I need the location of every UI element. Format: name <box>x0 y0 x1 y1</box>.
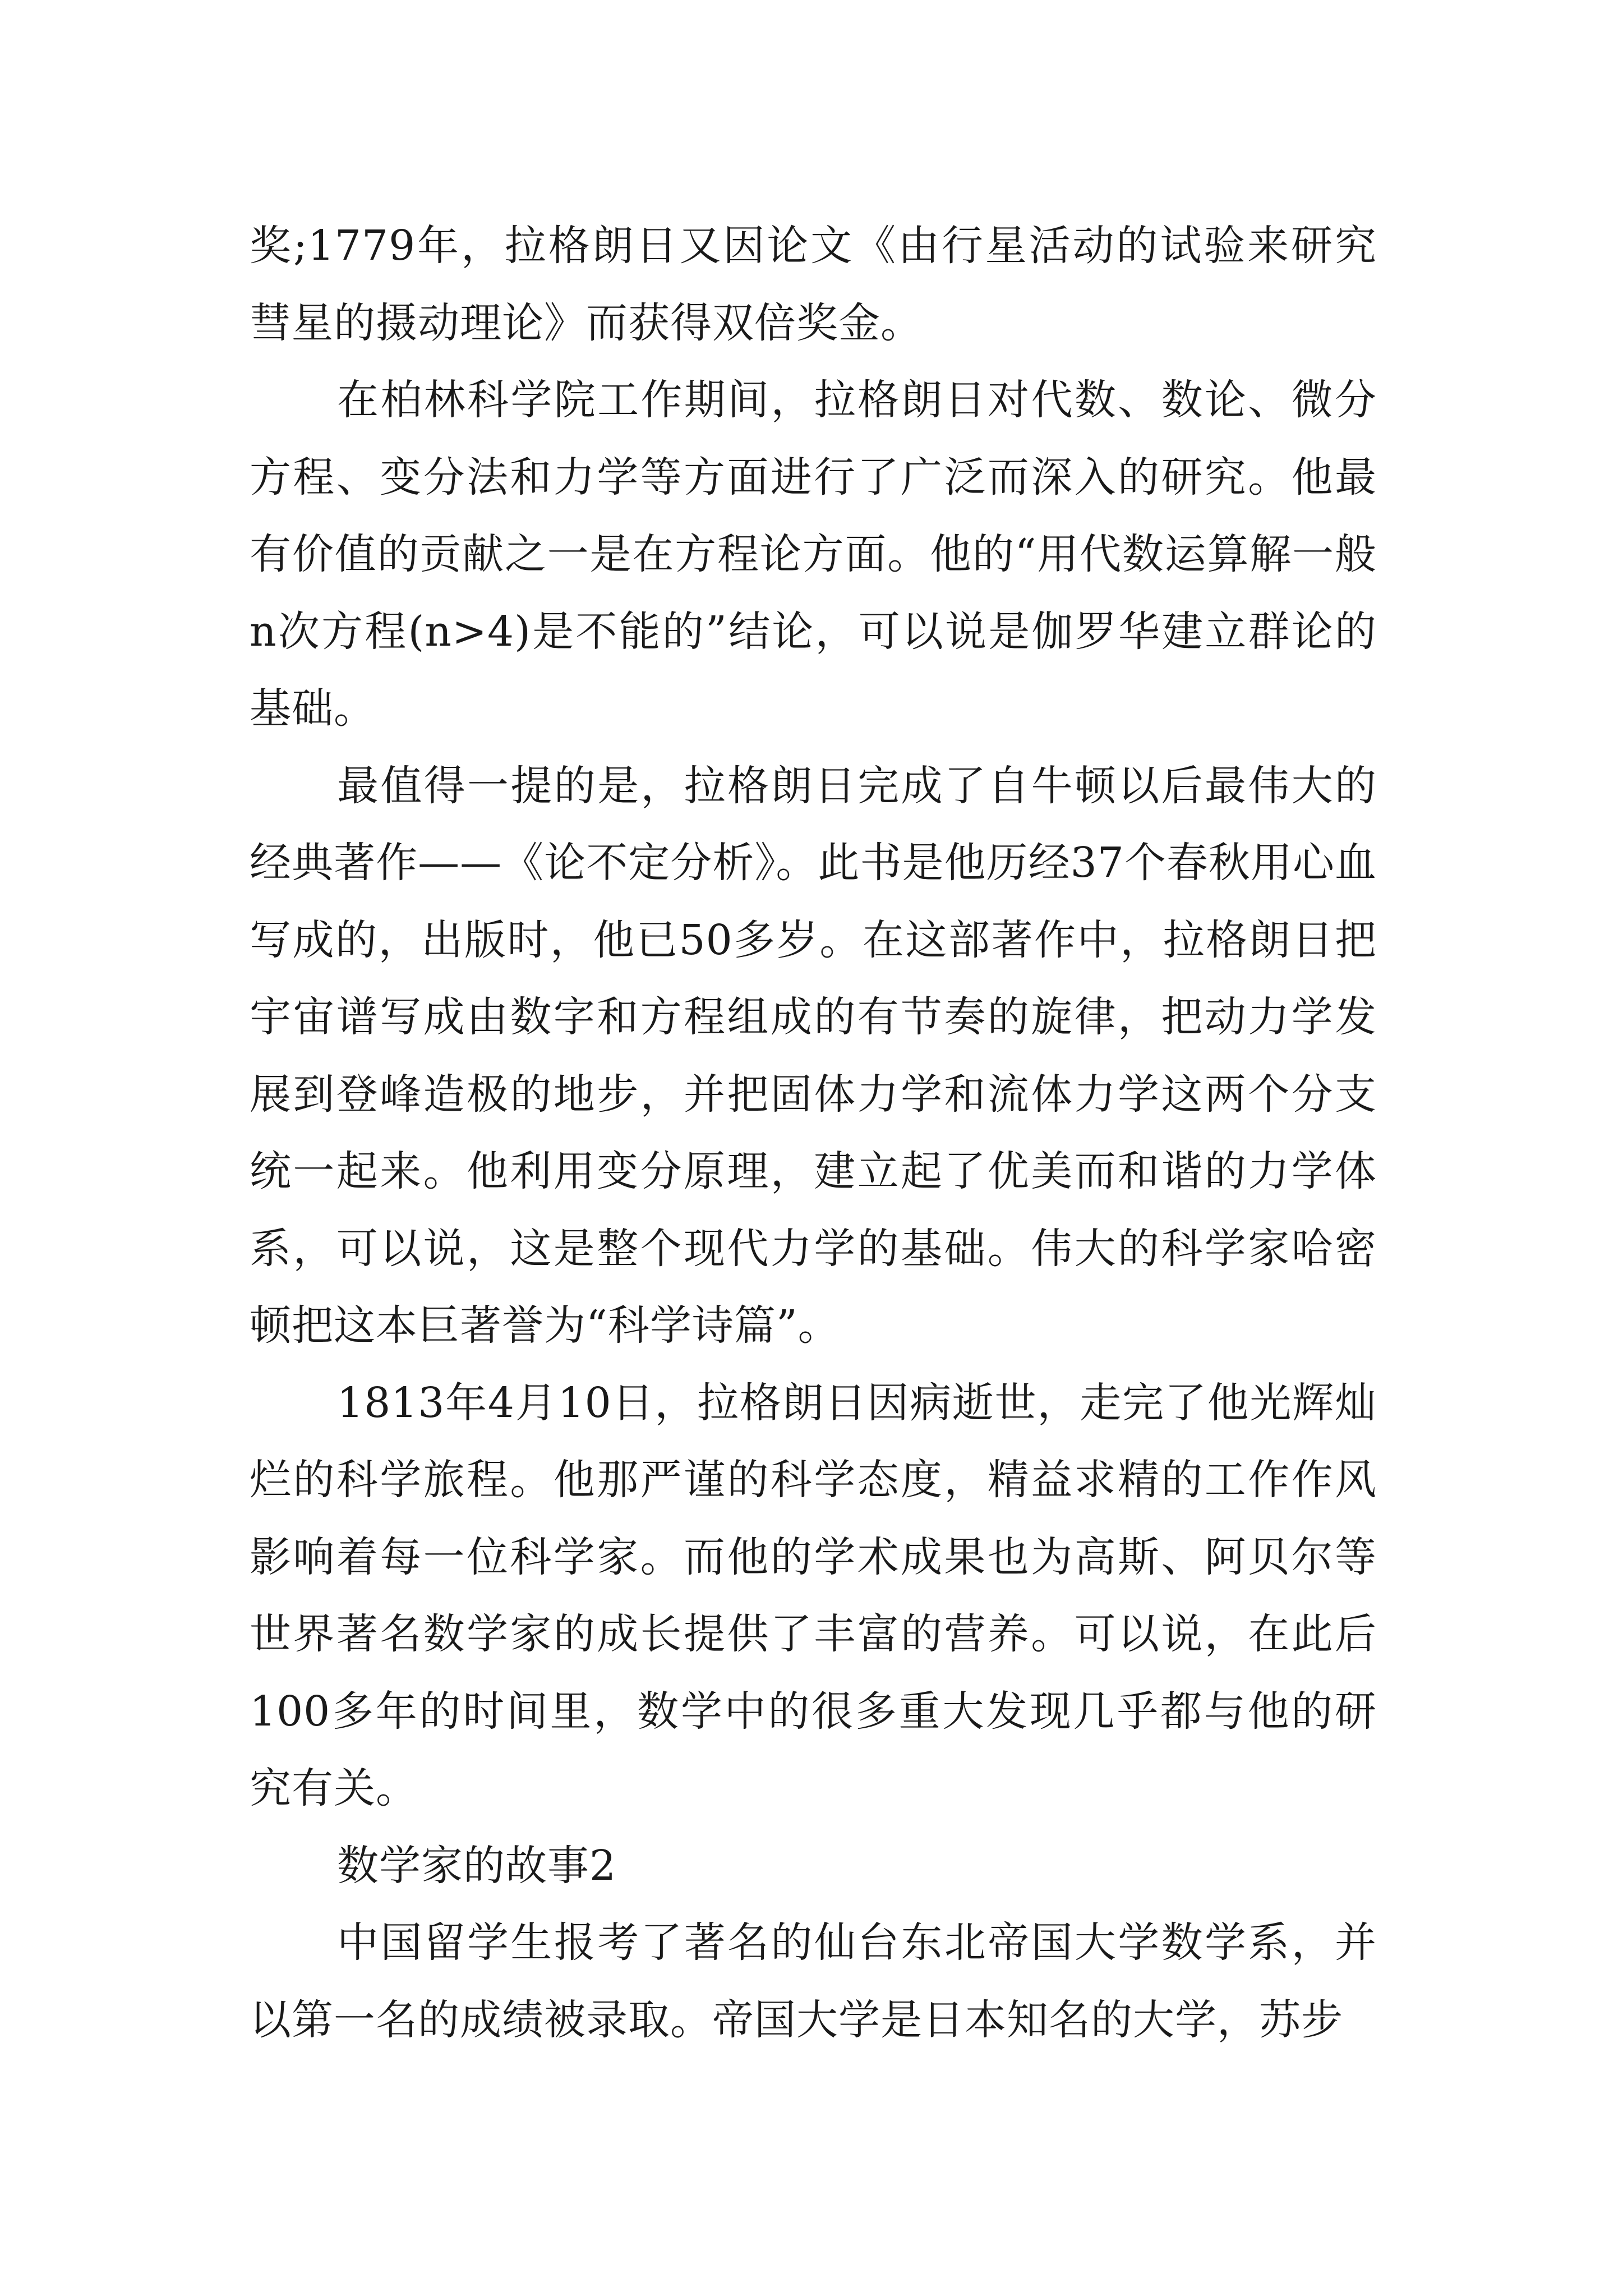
paragraph-death: 1813年4月10日，拉格朗日因病逝世，走完了他光辉灿烂的科学旅程。他那严谨的科学态度，精益求精的工作作风影响着每一位科学家。而他的学术成果也为高斯、阿贝尔等世界著名数学家的成长提供了丰富的营养。可以说，在此后100多年的时间里，数学中的很多重大发现几乎都与他的研究有关。 <box>250 1378 1377 1812</box>
section-heading: 数学家的故事2 <box>337 1841 617 1890</box>
paragraph-berlin-academy: 在柏林科学院工作期间，拉格朗日对代数、数论、微分方程、变分法和力学等方面进行了广泛而深入的研究。他最有价值的贡献之一是在方程论方面。他的“用代数运算解一般n次方程(n>4)是不能的”结论，可以说是伽罗华建立群论的基础。 <box>250 376 1377 733</box>
paragraph-story-2: 中国留学生报考了著名的仙台东北帝国大学数学系，并以第一名的成绩被录取。帝国大学是日本知名的大学，苏步 <box>250 1918 1377 2044</box>
paragraph-continuation: 奖;1779年，拉格朗日又因论文《由行星活动的试验来研究彗星的摄动理论》而获得双倍奖金。 <box>250 222 1377 347</box>
document-body <box>250 208 1377 2059</box>
paragraph-analytical-mechanics: 最值得一提的是，拉格朗日完成了自牛顿以后最伟大的经典著作——《论不定分析》。此书是他历经37个春秋用心血写成的，出版时，他已50多岁。在这部著作中，拉格朗日把宇宙谱写成由数字和方程组成的有节奏的旋律，把动力学发展到登峰造极的地步，并把固体力学和流体力学这两个分支统一起来。他利用变分原理，建立起了优美而和谐的力学体系，可以说，这是整个现代力学的基础。伟大的科学家哈密顿把这本巨著誉为“科学诗篇”。 <box>250 761 1377 1350</box>
